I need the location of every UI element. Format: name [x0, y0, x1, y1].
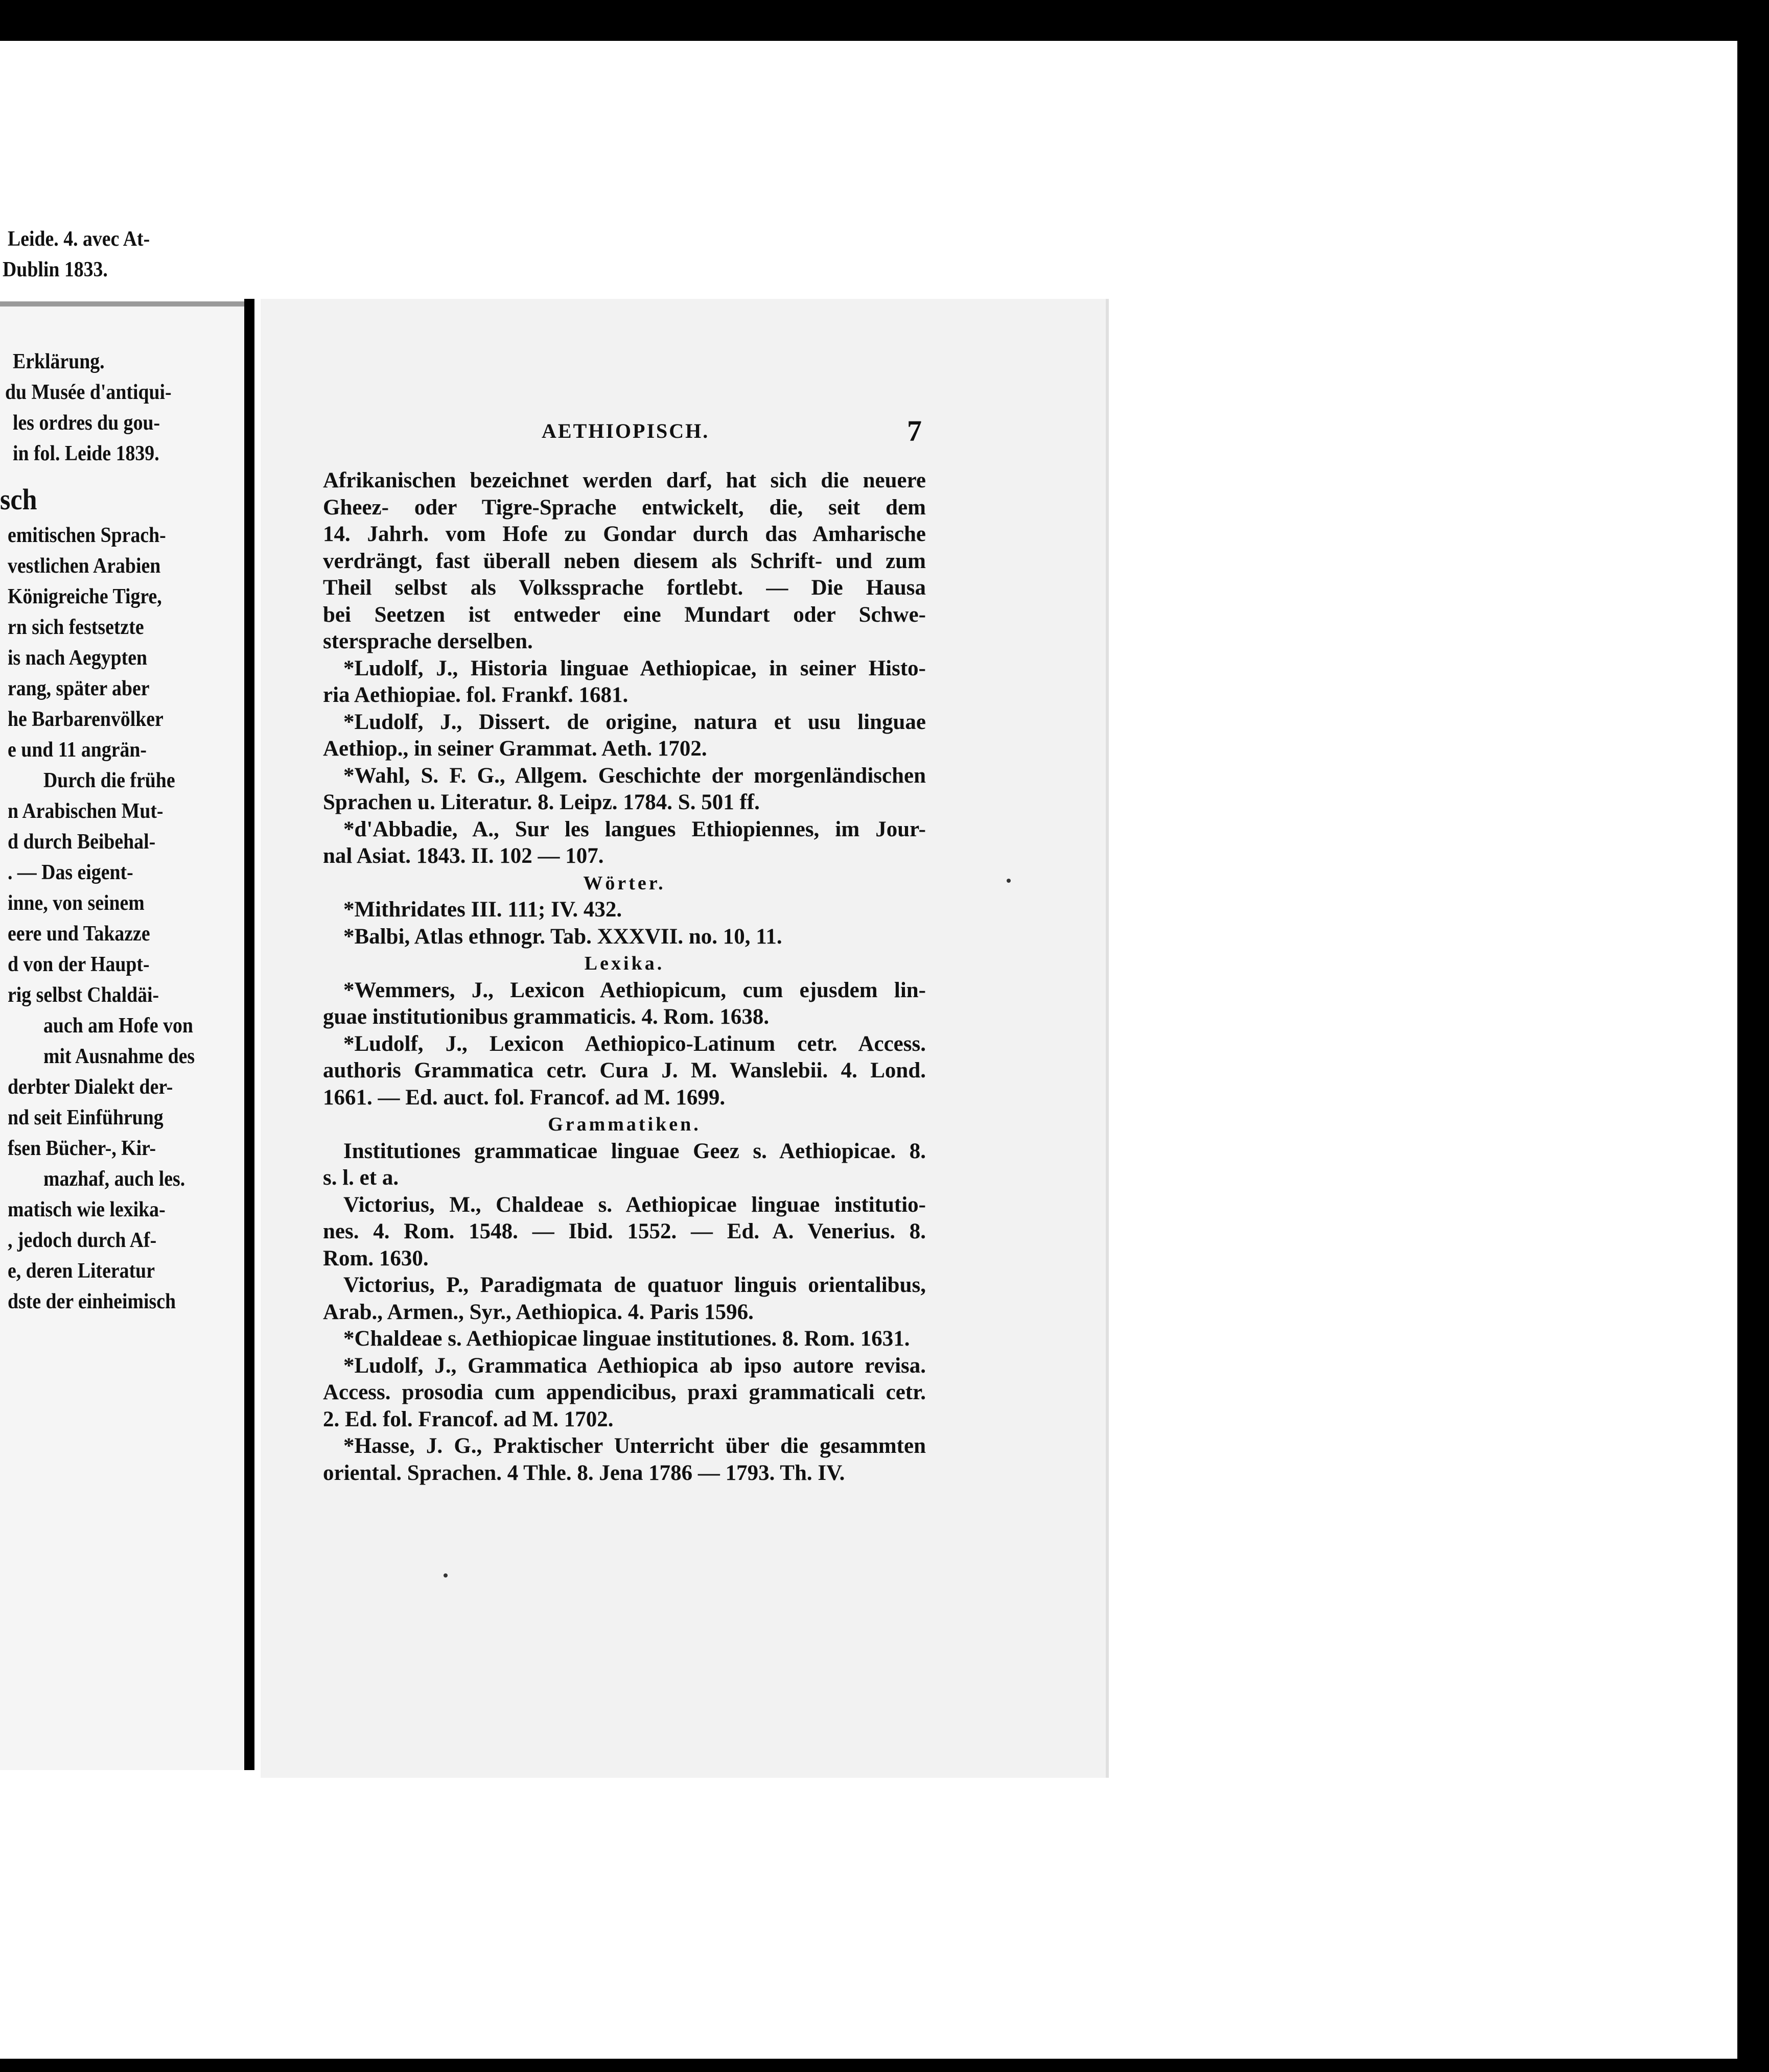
- body-line: s. l. et a.: [323, 1166, 399, 1190]
- left-text-line: mazhaf, auch les.: [43, 1167, 185, 1191]
- speck: [444, 1573, 448, 1577]
- left-text-line: in fol. Leide 1839.: [13, 442, 159, 465]
- left-text-line: Durch die frühe: [43, 769, 175, 792]
- left-text-line: vestlichen Arabien: [8, 554, 161, 578]
- left-text-line: fsen Bücher-, Kir-: [8, 1137, 156, 1160]
- left-page: [0, 227, 244, 1770]
- left-text-line: emitischen Sprach-: [8, 524, 166, 547]
- body-line: Aethiop., in seiner Grammat. Aeth. 1702.: [323, 737, 707, 761]
- left-text-line: d von der Haupt-: [8, 953, 150, 976]
- left-text-line: rang, später aber: [8, 677, 150, 700]
- left-text-line: n Arabischen Mut-: [8, 799, 164, 823]
- body-line: Access. prosodia cum appendicibus, praxi grammaticali cetr.: [323, 1380, 926, 1404]
- left-text-line: e, deren Literatur: [8, 1259, 155, 1283]
- left-text-line: Leide. 4. avec At-: [8, 227, 150, 251]
- scan-frame: [0, 41, 1737, 2059]
- body-line: verdrängt, fast überall neben diesem als Schrift- und zum: [323, 549, 926, 573]
- body-line: Gheez- oder Tigre-Sprache entwickelt, die, seit dem: [323, 495, 926, 520]
- left-text-line: inne, von seinem: [8, 891, 145, 915]
- left-text-line: Erklärung.: [13, 350, 105, 373]
- body-line: Arab., Armen., Syr., Aethiopica. 4. Paris 1596.: [323, 1300, 754, 1324]
- body-line: Rom. 1630.: [323, 1246, 429, 1270]
- left-text-line: e und 11 angrän-: [8, 738, 147, 762]
- body-line: authoris Grammatica cetr. Cura J. M. Wanslebii. 4. Lond.: [323, 1058, 926, 1082]
- left-text-line: mit Ausnahme des: [43, 1045, 195, 1068]
- section-heading: Wörter.: [583, 872, 666, 894]
- body-line: Afrikanischen bezeichnet werden darf, hat sich die neuere: [323, 468, 926, 492]
- body-line: *d'Abbadie, A., Sur les langues Ethiopiennes, im Jour-: [343, 817, 926, 841]
- speck: [1007, 879, 1011, 883]
- body-line: Theil selbst als Volkssprache fortlebt. — Die Hausa: [323, 576, 926, 600]
- body-line: ria Aethiopiae. fol. Frankf. 1681.: [323, 683, 629, 707]
- body-line: *Hasse, J. G., Praktischer Unterricht über die gesammten: [343, 1434, 926, 1458]
- page-gutter: [244, 299, 254, 1770]
- body-line: 14. Jahrh. vom Hofe zu Gondar durch das Amharische: [323, 522, 926, 546]
- body-line: stersprache derselben.: [323, 629, 533, 653]
- left-text-line: he Barbarenvölker: [8, 708, 164, 731]
- left-text-line: d durch Beibehal-: [8, 830, 156, 854]
- left-text-line: Dublin 1833.: [3, 258, 108, 281]
- body-line: *Wahl, S. F. G., Allgem. Geschichte der morgenländischen: [343, 763, 926, 788]
- body-line: Sprachen u. Literatur. 8. Leipz. 1784. S. 501 ff.: [323, 790, 760, 814]
- left-text-line: sch: [0, 483, 37, 516]
- body-line: 1661. — Ed. auct. fol. Francof. ad M. 1699.: [323, 1085, 726, 1110]
- section-heading: Lexika.: [584, 953, 665, 974]
- left-text-line: , jedoch durch Af-: [8, 1229, 157, 1252]
- body-line: *Wemmers, J., Lexicon Aethiopicum, cum ejusdem lin-: [343, 978, 926, 1002]
- left-text-line: derbter Dialekt der-: [8, 1075, 173, 1099]
- left-text-line: dste der einheimisch: [8, 1290, 176, 1313]
- body-line: *Chaldeae s. Aethiopicae linguae institutiones. 8. Rom. 1631.: [343, 1327, 910, 1351]
- body-line: *Mithridates III. 111; IV. 432.: [343, 898, 622, 922]
- body-line: *Balbi, Atlas ethnogr. Tab. XXXVII. no. 10, 11.: [343, 924, 782, 949]
- body-line: nes. 4. Rom. 1548. — Ibid. 1552. — Ed. A. Venerius. 8.: [323, 1219, 926, 1243]
- left-text-line: auch am Hofe von: [43, 1014, 193, 1038]
- left-page-rule: [0, 301, 244, 307]
- body-line: nal Asiat. 1843. II. 102 — 107.: [323, 844, 604, 868]
- left-text-line: les ordres du gou-: [13, 411, 160, 435]
- left-text-line: is nach Aegypten: [8, 646, 148, 670]
- right-page-text: [323, 467, 926, 1487]
- running-head: AETHIOPISCH.: [542, 419, 710, 442]
- body-line: Victorius, M., Chaldeae s. Aethiopicae linguae institutio-: [343, 1192, 926, 1217]
- body-line: *Ludolf, J., Historia linguae Aethiopicae, in seiner Histo-: [343, 656, 926, 680]
- left-text-line: rn sich festsetzte: [8, 616, 144, 639]
- left-text-line: nd seit Einführung: [8, 1106, 164, 1129]
- body-line: guae institutionibus grammaticis. 4. Rom. 1638.: [323, 1005, 770, 1029]
- section-heading: Grammatiken.: [548, 1114, 701, 1135]
- body-line: oriental. Sprachen. 4 Thle. 8. Jena 1786 — 1793. Th. IV.: [323, 1461, 845, 1485]
- page-number: 7: [907, 414, 922, 448]
- body-line: Victorius, P., Paradigmata de quatuor linguis orientalibus,: [343, 1273, 926, 1297]
- body-line: bei Seetzen ist entweder eine Mundart oder Schwe-: [323, 602, 926, 627]
- left-text-line: rig selbst Chaldäi-: [8, 983, 159, 1007]
- left-text-line: matisch wie lexika-: [8, 1198, 166, 1221]
- body-line: *Ludolf, J., Lexicon Aethiopico-Latinum cetr. Access.: [343, 1031, 926, 1056]
- left-text-line: Königreiche Tigre,: [8, 585, 162, 608]
- body-line: *Ludolf, J., Dissert. de origine, natura et usu linguae: [343, 710, 926, 734]
- left-text-line: du Musée d'antiqui-: [5, 381, 172, 404]
- left-text-line: . — Das eigent-: [8, 861, 133, 884]
- left-text-line: eere und Takazze: [8, 922, 150, 946]
- body-line: 2. Ed. fol. Francof. ad M. 1702.: [323, 1407, 614, 1431]
- body-line: *Ludolf, J., Grammatica Aethiopica ab ipso autore revisa.: [343, 1353, 926, 1378]
- body-line: Institutiones grammaticae linguae Geez s. Aethiopicae. 8.: [343, 1139, 926, 1163]
